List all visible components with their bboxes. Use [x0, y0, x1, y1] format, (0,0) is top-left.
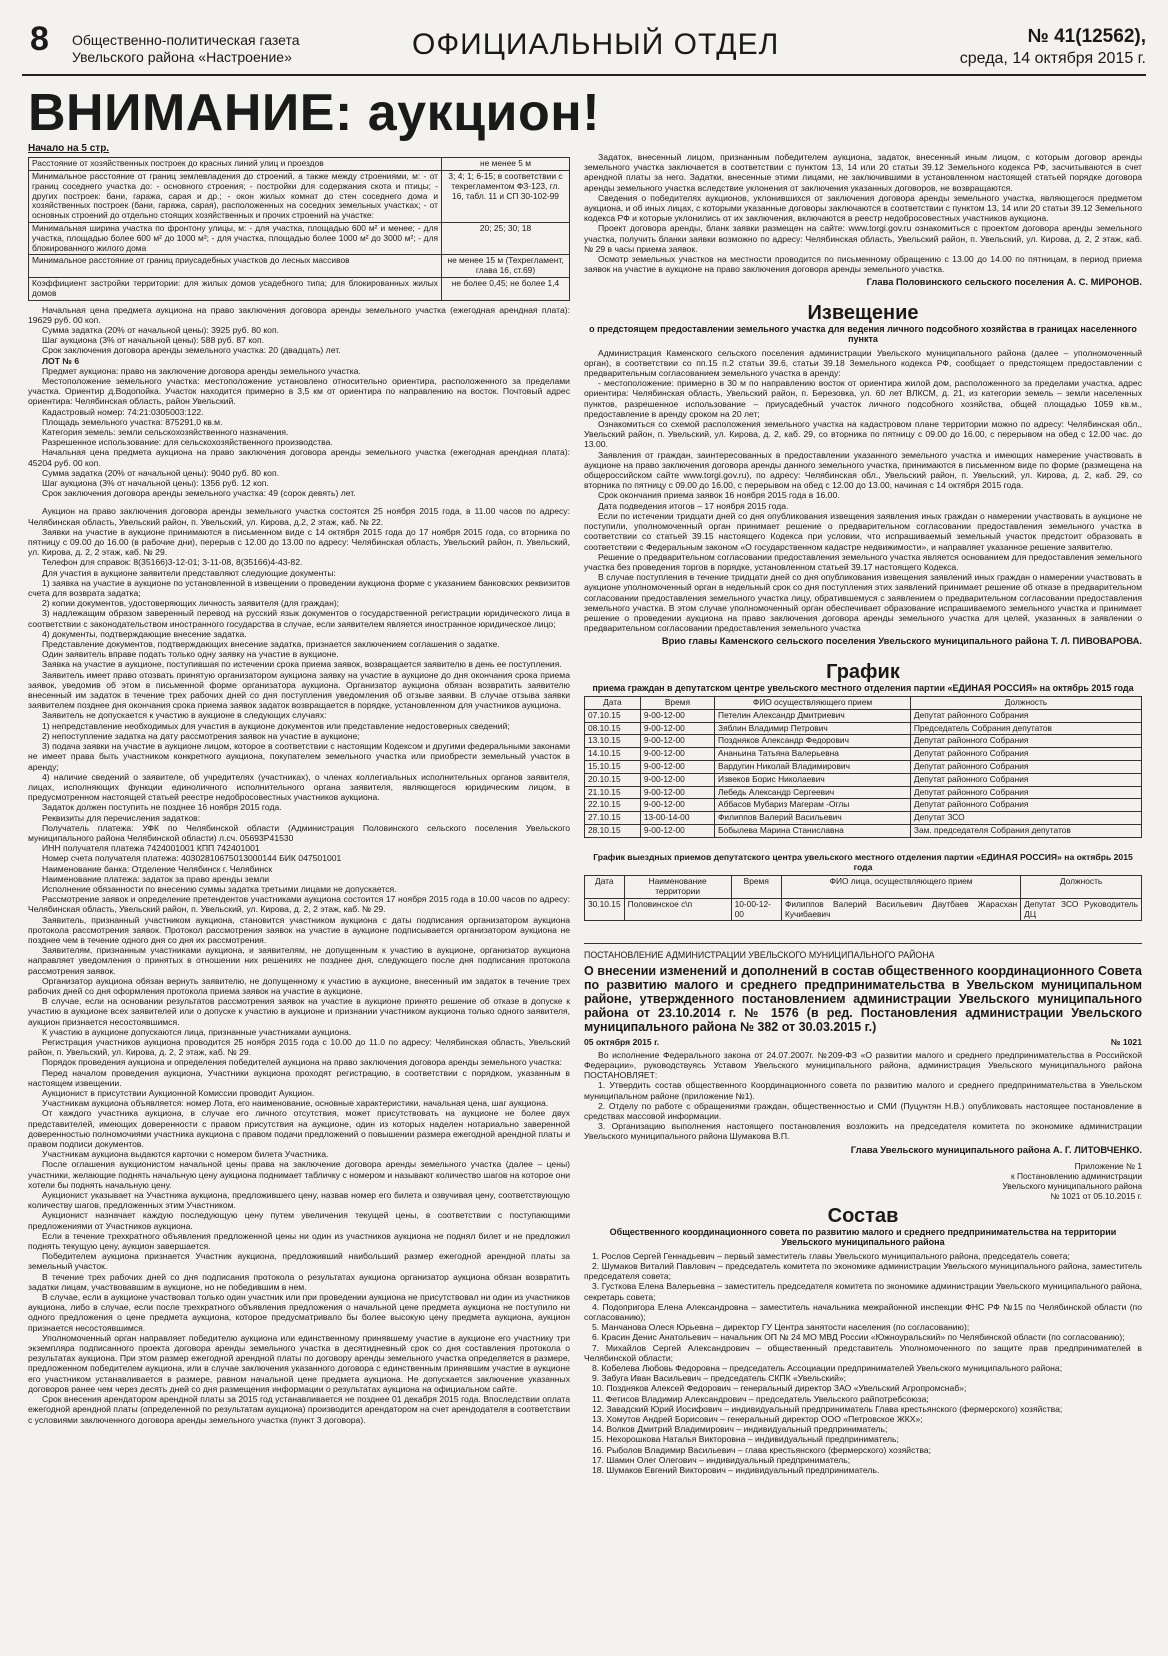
- paragraph: Реквизиты для перечисления задатков:: [42, 812, 201, 823]
- table-cell: 15.10.15: [585, 761, 641, 774]
- schedule-table: [584, 696, 1142, 838]
- list-item: 9. Забуга Иван Васильевич – председатель СКПК «Увельский»;: [592, 1373, 847, 1384]
- schedule-subtitle: приема граждан в депутатском центре увельского местного отделения партии «ЕДИНАЯ РОССИЯ» на октябрь 2015 года: [592, 682, 1134, 693]
- paragraph: Рассмотрение заявок и определение претендентов участниками аукциона состоится 17 ноября 2015 года в 10.00 часов по адресу: Челябинская область, Увельский район, п. Увельский, ул. Кирова, д. 2, 2 этаж, каб. № 29.: [28, 894, 570, 915]
- table-cell: 9-00-12-00: [640, 799, 714, 812]
- paragraph: 3. Организацию выполнения настоящего постановления возложить на председателя комитета по экономике администрации Увельского муниципального района Шумакова В.П.: [584, 1121, 1142, 1142]
- paragraph: Номер счета получателя платежа: 40302810675013000144 БИК 047501001: [42, 853, 342, 864]
- paragraph: Задаток, внесенный лицом, признанным победителем аукциона, задаток, внесенный иным лицом, с которым договор аренды земельного участка заключается в соответствии с пунктом 13, 14 или 20 статьи 39.12 Земельного кодекса РФ, засчитываются в счет арендной платы за него. Задатки, внесенные этими лицами, не заключившими в установленном настоящей статьей порядке договора аренды земельного участка вследствие уклонения от заключения указанных договоров, не возвращаются.: [584, 152, 1142, 193]
- table-cell: 27.10.15: [585, 812, 641, 825]
- visit-schedule-table: [584, 875, 1142, 921]
- paragraph: Срок заключения договора аренды земельного участка: 20 (двадцать) лет.: [42, 345, 341, 356]
- paragraph: К участию в аукционе допускаются лица, признанные участниками аукциона.: [42, 1026, 352, 1037]
- page-number: 8: [30, 20, 49, 58]
- paragraph: Получатель платежа: УФК по Челябинской области (Администрация Половинского сельского поселения Увельского муниципального района Челябинской области) л.сч. 05693Р41530: [28, 822, 570, 843]
- list-item: 5. Манчанова Олеся Юрьевна – директор ГУ Центра занятости населения (по согласованию);: [592, 1322, 970, 1333]
- table-row: [585, 748, 1142, 761]
- table-cell: Расстояние от хозяйственных построек до красных линий улиц и проездов: [29, 158, 442, 171]
- table-cell: Бобылева Марина Станиславна: [715, 825, 911, 838]
- column-header: ФИО осуществляющего прием: [715, 697, 911, 710]
- table-cell: Депутат районного Собрания: [910, 773, 1141, 786]
- paragraph: Сведения о победителях аукционов, уклонившихся от заключения договора аренды земельного участка, являющегося предметом аукциона, и об иных лицах, с которыми указанные договоры заключаются в соответствии с пунктом 13, 14 или 20 статьи 39.12 Земельного кодекса РФ и которые уклонились от их заключения, включаются в реестр недобросовестных участников аукциона.: [584, 192, 1142, 224]
- paragraph: 4) документы, подтверждающие внесение задатка.: [42, 628, 247, 639]
- paragraph: Наименование платежа: задаток за право аренды земли: [42, 873, 270, 884]
- paper-name-line2: Увельского района «Настроение»: [72, 49, 292, 65]
- table-cell: 28.10.15: [585, 825, 641, 838]
- paper-name: [72, 32, 300, 66]
- paragraph: Шаг аукциона (3% от начальной цены): 1356 руб. 12 коп.: [42, 478, 269, 489]
- paragraph: Разрешенное использование: для сельскохозяйственного производства.: [42, 437, 333, 448]
- appendix-line: Приложение № 1: [1074, 1160, 1142, 1171]
- paragraph: Аукционист указывает на Участника аукциона, предложившего цену, назвав номер его билета и озвучивая цену, соответствующую количеству шагов, предложенных этим Участником.: [28, 1190, 570, 1211]
- table-cell: 13-00-14-00: [640, 812, 714, 825]
- list-item: 15. Нехорошкова Наталья Викторовна – индивидуальный предприниматель;: [592, 1434, 899, 1445]
- table-row: [585, 761, 1142, 774]
- list-item: 11. Фетисов Владимир Александрович – председатель Увельского райпотребсоюза;: [592, 1393, 929, 1404]
- paragraph: Во исполнение Федерального закона от 24.07.2007г. №209-ФЗ «О развитии малого и среднего предпринимательства в Российской Федерации», руководствуясь Уставом Увельского муниципального района, администрация Увельского муниципального района ПОСТАНОВЛЯЕТ:: [584, 1049, 1142, 1081]
- section-title: ОФИЦИАЛЬНЫЙ ОТДЕЛ: [412, 28, 780, 61]
- resolution-label: ПОСТАНОВЛЕНИЕ АДМИНИСТРАЦИИ УВЕЛЬСКОГО МУНИЦИПАЛЬНОГО РАЙОНА: [584, 943, 1142, 960]
- resolution-date: 05 октября 2015 г.: [584, 1036, 660, 1047]
- table-row: [585, 799, 1142, 812]
- table-cell: 21.10.15: [585, 786, 641, 799]
- paragraph: Категория земель: земли сельскохозяйственного назначения.: [42, 427, 289, 437]
- list-item: 13. Хомутов Андрей Борисович – генеральный директор ООО «Петровское ЖКХ»;: [592, 1414, 923, 1425]
- paragraph: Аукцион на право заключения договора аренды земельного участка состоятся 25 ноября 2015 года, в 11.00 часов по адресу: Челябинская область, Увельский район, п. Увельский, ул. Кирова, д.2, 2 этаж, каб. № 22.: [28, 506, 570, 527]
- paragraph: Срок заключения договора аренды земельного участка: 49 (сорок девять) лет.: [42, 488, 356, 499]
- table-cell: 07.10.15: [585, 709, 641, 722]
- table-row: [585, 735, 1142, 748]
- column-header: Время: [731, 876, 781, 899]
- table-cell: Филиппов Валерий Васильевич Даутбаев Жарасхан Кучибаевич: [781, 898, 1020, 921]
- list-item: 3. Густкова Елена Валерьевна – заместитель председателя комитета по экономике администрации Увельского муниципального района, секретарь совета;: [584, 1281, 1142, 1302]
- lot-label: ЛОТ № 6: [42, 355, 80, 366]
- table-cell: Ананьина Татьяна Валерьевна: [715, 748, 911, 761]
- table-cell: не менее 15 м (Техрегламент, глава 16, ст.69): [442, 255, 570, 278]
- table-cell: 20.10.15: [585, 773, 641, 786]
- table-cell: Филиппов Валерий Васильевич: [715, 812, 911, 825]
- paragraph: В течение трех рабочих дней со дня подписания протокола о результатах аукциона организатор аукциона обязан возвратить задатки лицам, участвовавшим в аукционе, но не победившим в нем.: [28, 1271, 570, 1292]
- continued-note: Начало на 5 стр.: [28, 144, 110, 154]
- paragraph: Представление документов, подтверждающих внесение задатка, признается заключением соглашения о задатке.: [42, 639, 500, 650]
- table-cell: Депутат районного Собрания: [910, 748, 1141, 761]
- resolution-dateline: [584, 1037, 1142, 1047]
- paragraph: Участникам аукциона объявляется: номер Лота, его наименование, основные характеристики, начальная цена, шаг аукциона.: [42, 1098, 549, 1109]
- paragraph: Срок внесения арендатором арендной платы за 2015 год устанавливается не позднее 01 декабря 2015 года. Впоследствии оплата ежегодной арендной платы (определенной по результатам аукциона) производится арендатором на счет арендодателя в соответствии с условиями заключенного договора аренды земельного участка (пункт 3 договора).: [28, 1394, 570, 1425]
- paragraph: 2. Отделу по работе с обращениями граждан, общественностью и СМИ (Пуцунтян Н.В.) опубликовать настоящее постановление в средствах массовой информации.: [584, 1100, 1142, 1122]
- paragraph: 4) наличие сведений о заявителе, об учредителях (участниках), о членах коллегиальных исполнительных органов заявителя, лицах, исполняющих функции единоличного исполнительного органа заявителя, являющегося юридическим лицом, в предусмотренном настоящей статьей реестре недобросовестных участников аукциона.: [28, 771, 570, 803]
- paragraph: Аукционист в присутствии Аукционной Комиссии проводит Аукцион.: [42, 1088, 315, 1098]
- list-item: 14. Волков Дмитрий Владимирович – индивидуальный предприниматель;: [592, 1424, 888, 1435]
- table-row: [585, 825, 1142, 838]
- resolution-number: № 1021: [1110, 1036, 1142, 1047]
- composition-subtitle: Общественного координационного совета по развитию малого и среднего предпринимательства на территории Увельского муниципального района: [609, 1226, 1117, 1248]
- notice-title: Извещение: [807, 301, 919, 324]
- paragraph: После оглашения аукционистом начальной цены права на заключение договора аренды земельного участка (далее – цены) участники, желающие поднять начальную цену аукциона поднимает табличку с номером и называют количество шагов на которое они хотели бы поднять начальную цену.: [28, 1159, 570, 1190]
- paragraph: Местоположение земельного участка: местоположение установлено относительно ориентира, расположенного за пределами участка. Ориентир д.Водопойка. Участок находится примерно в 3,5 км от ориентира по направлению на восток. Почтовый адрес ориентира: Челябинская область, район Увельский.: [28, 375, 570, 407]
- table-row: [585, 786, 1142, 799]
- appendix-line: к Постановлению администрации: [1010, 1170, 1142, 1181]
- table-cell: Аббасов Мубариз Магерам -Оглы: [715, 799, 911, 812]
- paragraph: Кадастровый номер: 74:21:0305003:122.: [42, 406, 204, 417]
- paragraph: Заявитель имеет право отозвать принятую организатором аукциона заявку на участие в аукционе до дня окончания срока приема заявок, уведомив об этом в письменной форме организатора аукциона. Организатор аукциона обязан возвратить заявителю внесенный им задаток в течение трех рабочих дней со дня поступления уведомления об отзыве заявки. В случае отзыва заявки заявителем позднее дня окончания срока приема заявок задаток возвращается в порядке, установленном для участников аукциона.: [28, 669, 570, 711]
- paragraph: Ознакомиться со схемой расположения земельного участка на кадастровом плане территории можно по адресу: Челябинская обл., Увельский район, п. Увельский, ул. Кирова, д. 2, каб. 29, со вторника по пятницу с 09.00 до 16.00, с перерывом на обед с 12.00 час. до 13.00.: [584, 419, 1142, 450]
- column-header: Время: [640, 697, 714, 710]
- paragraph: Организатор аукциона обязан вернуть заявителю, не допущенному к участию в аукционе, внесенный им задаток в течение трех рабочих дней со дня оформления протокола приема заявок на участие в аукционе.: [28, 975, 570, 996]
- table-cell: Петелин Александр Дмитриевич: [715, 709, 911, 722]
- issue-number: № 41(12562),: [1027, 26, 1146, 47]
- appendix-line: № 1021 от 05.10.2015 г.: [1050, 1190, 1142, 1201]
- column-header: Дата: [585, 697, 641, 710]
- headline: ВНИМАНИЕ: аукцион!: [28, 84, 601, 142]
- table-cell: 9-00-12-00: [640, 773, 714, 786]
- paragraph: ИНН получателя платежа 7424001001 КПП 742401001: [42, 843, 260, 854]
- members-list: [584, 1251, 1142, 1475]
- paragraph: Аукционист назначает каждую последующую цену путем увеличения текущей цены, в соответствии с поступающими предложениями от Участников аукциона.: [28, 1210, 570, 1231]
- paragraph: 1) непредставление необходимых для участия в аукционе документов или представление недостоверных сведений;: [42, 720, 510, 731]
- paragraph: - местоположение: примерно в 30 м по направлению восток от ориентира жилой дом, расположенного за пределами участка, адрес ориентира: Челябинская область, Увельский район, п. Березовка, ул. 60 лет ВЛКСМ, д. 21, из категории земель – земли населенных пунктов, разрешенное использование – приусадебный участок личного подсобного хозяйства, общей площадью 1059 кв.м., предоставление в аренду сроком на 20 лет;: [584, 378, 1142, 419]
- table-cell: Депутат ЗСО Руководитель ДЦ: [1021, 898, 1142, 921]
- requirements-table: [28, 157, 570, 300]
- paragraph: Площадь земельного участка: 875291,0 кв.м.: [42, 416, 223, 427]
- table-row: [585, 722, 1142, 735]
- paragraph: От каждого участника аукциона, в случае его личного отсутствия, может присутствовать на аукционе не более двух представителей, имеющих доверенности с правом присутствия на аукционе, один из которых наделен нотариально заверенной доверенностью полномочиями участника аукциона с правом подачи предложений о повышении размера ежегодной арендной платы и правом подписи документов.: [28, 1108, 570, 1150]
- list-item: 2. Шумаков Виталий Павлович – председатель комитета по экономике администрации Увельского муниципального района, заместитель председателя совета;: [584, 1261, 1142, 1282]
- paragraph: Исполнение обязанности по внесению суммы задатка третьими лицами не допускается.: [42, 883, 397, 894]
- paragraph: Телефон для справок: 8(35166)3-12-01; 3-11-08, 8(35166)4-43-82.: [42, 557, 303, 568]
- list-item: 18. Шумаков Евгений Викторович – индивидуальный предприниматель.: [592, 1465, 880, 1476]
- table-cell: Зам. председателя Собрания депутатов: [910, 825, 1141, 838]
- list-item: 8. Кобелева Любовь Федоровна – председатель Ассоциации предпринимателей Увельского муниципального района;: [592, 1363, 1063, 1374]
- paragraph: В случае, если в аукционе участвовал только один участник или при проведении аукциона не присутствовал ни один из участников аукциона, либо в случае, если после трехкратного объявления предложения о начальной цене предмета аукциона не поступило ни одного предложения о цене предмета аукциона, которое предусматривало бы более высокую цену предмета аукциона, аукцион признается несостоявшимся.: [28, 1292, 570, 1333]
- table-cell: Минимальное расстояние от границ землевладения до строений, а также между строениями, м: - от границ соседнего участка до: - основного строения; - постройки для содержания скота и птицы; - других построек: бани, гаража, сарая и др.; - окон жилых комнат до стен соседнего дома и хозяйственных построек (бани, гаража, сарая), расположенных на соседних земельных участках; - от основных строений до отдельно стоящих хозяйственных и прочих строений на участке:: [29, 171, 442, 223]
- list-item: 1. Рослов Сергей Геннадьевич – первый заместитель главы Увельского муниципального района, председатель совета;: [592, 1250, 1070, 1261]
- paragraph: 3) надлежащим образом заверенный перевод на русский язык документов о государственной регистрации юридического лица в соответствии с законодательством иностранного государства в случае, если заявителем является иностранное юридическое лицо;: [28, 608, 570, 629]
- column-header: Дата: [585, 876, 625, 899]
- list-item: 12. Завадский Юрий Иосифович – индивидуальный предприниматель Глава крестьянского (фермерского) хозяйства;: [592, 1403, 1063, 1414]
- table-row: [585, 709, 1142, 722]
- table-row: [29, 171, 570, 223]
- table-cell: 9-00-12-00: [640, 761, 714, 774]
- issue-date: среда, 14 октября 2015 г.: [959, 50, 1146, 67]
- column-header: ФИО лица, осуществляющего прием: [781, 876, 1020, 899]
- list-item: 4. Подопригора Елена Александровна – заместитель начальника межрайонной инспекции ФНС РФ №15 по Челябинской области (по согласованию);: [584, 1301, 1142, 1323]
- paragraph: Начальная цена предмета аукциона на право заключения договора аренды земельного участка (ежегодная арендная плата): 45204 руб. 00 коп.: [28, 447, 570, 468]
- table-cell: 9-00-12-00: [640, 709, 714, 722]
- table-cell: не более 0,45; не более 1,4: [442, 277, 570, 300]
- signature-litovchenko: Глава Увельского муниципального района А. Г. ЛИТОВЧЕНКО.: [850, 1143, 1142, 1155]
- paragraph: Срок окончания приема заявок 16 ноября 2015 года в 16.00.: [598, 490, 840, 501]
- appendix-note: [584, 1161, 1142, 1201]
- table-cell: 13.10.15: [585, 735, 641, 748]
- paragraph: Участникам аукциона выдаются карточки с номером билета Участника.: [42, 1149, 329, 1160]
- paragraph: В случае, если на основании результатов рассмотрения заявок на участие в аукционе принято решение об отказе в допуске к участию в аукционе всех заявителей или о допуске к участию в аукционе и признании участником аукциона только одного заявителя, аукцион признается несостоявшимся.: [28, 996, 570, 1027]
- schedule-title: График: [826, 660, 900, 683]
- table-cell: Депутат ЗСО: [910, 812, 1141, 825]
- paragraph: Сумма задатка (20% от начальной цены): 9040 руб. 80 коп.: [42, 467, 279, 478]
- composition-title: Состав: [827, 1204, 899, 1227]
- paragraph: Проект договора аренды, бланк заявки размещен на сайте: www.torgi.gov.ru ознакомиться с проектом договора аренды земельного участка, получить бланки заявки возможно по адресу: Челябинская область, Увельский район, п. Увельский, ул. Кирова, д. 2, 2 этаж, каб. № 29 в часы приема заявок.: [584, 223, 1142, 254]
- table-cell: 9-00-12-00: [640, 748, 714, 761]
- table-cell: Минимальное расстояние от границ приусадебных участков до лесных массивов: [29, 255, 442, 278]
- paragraph: В случае поступления в течение тридцати дней со дня опубликования извещения заявлений иных граждан о намерении участвовать в аукционе уполномоченный орган в недельный срок со дня поступления этих заявлений принимает решение об отказе в предварительном согласовании предоставления земельного участка лицу, обратившемуся с заявлением о предварительном согласовании предоставления земельного участка. В этом случае уполномоченный орган обеспечивает образование испрашиваемого земельного участка и принимает решение о проведении аукциона на право заключения договора аренды земельного участка для целей, указанных в заявлении о предварительном согласовании предоставления земельного участка: [584, 572, 1142, 634]
- paragraph: Сумма задатка (20% от начальной цены): 3925 руб. 80 коп.: [42, 324, 279, 335]
- table-row: [29, 277, 570, 300]
- table-cell: Зяблин Владимир Петрович: [715, 722, 911, 735]
- paragraph: 2) непоступление задатка на дату рассмотрения заявок на участие в аукционе;: [42, 730, 360, 741]
- table-cell: 9-00-12-00: [640, 825, 714, 838]
- paragraph: Если по истечении тридцати дней со дня опубликования извещения заявления иных граждан о намерении участвовать в аукционе не поступили, уполномоченный орган принимает решение о предварительном согласовании предоставления земельного участка в соответствии со статьей 39.15 настоящего Кодекса при условии, что испрашиваемый земельный участок предстоит образовать в соответствии с Федеральным законом «О государственном кадастре недвижимости», и направляет указанное решение заявителю.: [584, 510, 1142, 552]
- list-item: 6. Красин Денис Анатольевич – начальник ОП № 24 МО МВД России «Южноуральский» по Челябинской области (по согласованию);: [592, 1332, 1125, 1343]
- table-cell: 08.10.15: [585, 722, 641, 735]
- paragraph: Порядок проведения аукциона и определения победителей аукциона на право заключения договора аренды земельного участка:: [42, 1057, 562, 1068]
- table-cell: Депутат районного Собрания: [910, 735, 1141, 748]
- table-cell: Минимальная ширина участка по фронтону улицы, м: - для участка, площадью 600 м² и менее; - для участка, площадью более 600 м² до 1000 м²; - для участка, площадью более 1000 м² до 3000 м²; - для блокированного жилого дома: [29, 222, 442, 254]
- table-row: [585, 773, 1142, 786]
- table-row: [29, 255, 570, 278]
- signature-mironov: Глава Половинского сельского поселения А. С. МИРОНОВ.: [866, 276, 1142, 288]
- table-cell: Лебедь Александр Сергеевич: [715, 786, 911, 799]
- paragraph: 2) копии документов, удостоверяющих личность заявителя (для граждан);: [42, 598, 340, 609]
- paragraph: 3) подача заявки на участие в аукционе лицом, которое в соответствии с настоящим Кодексом и другими федеральными законами не имеет права быть участником конкретного аукциона, покупателем земельного участка или приобрести земельный участок в аренду;: [28, 741, 570, 772]
- list-item: 16. Рыболов Владимир Васильевич – глава крестьянского (фермерского) хозяйства;: [592, 1444, 931, 1455]
- resolution-title: О внесении изменений и дополнений в состав общественного координационного Совета по развитию малого и среднего предпринимательства в Увельском муниципальном районе, утвержденного постановлением администрации Увельского муниципального района от 23.10.2014 г. № 1576 (в ред. Постановления администрации Увельского муниципального района № 382 от 30.03.2015 г.): [584, 963, 1142, 1034]
- paragraph: Для участия в аукционе заявители представляют следующие документы:: [42, 567, 336, 578]
- table-cell: Поздняков Александр Федорович: [715, 735, 911, 748]
- paragraph: Уполномоченный орган направляет победителю аукциона или единственному принявшему участие в аукционе его участнику три экземпляра подписанного проекта договора аренды земельного участка в десятидневный срок со дня составления протокола о результатах аукциона. При этом размер ежегодной арендной платы по договору аренды земельного участка определяется в размере, предложенном победителем аукциона, или в случае заключения указанного договора с единственным принявшим участие в аукционе его участником устанавливается в размере, равном начальной цене предмета аукциона. Не допускается заключение указанных договоров ранее чем через десять дней со дня размещения информации о результатах аукциона на официальном сайте.: [28, 1332, 570, 1394]
- paragraph: Заявителям, признанным участниками аукциона, и заявителям, не допущенным к участию в аукционе, организатор аукциона направляет уведомления о принятых в отношении них решениях не позднее дня, следующего после дня подписания протокола рассмотрения заявок.: [28, 945, 570, 976]
- left-column: [28, 144, 570, 1640]
- paragraph: Предмет аукциона: право на заключение договора аренды земельного участка.: [42, 365, 361, 376]
- table-cell: 10-00-12-00: [731, 898, 781, 921]
- paragraph: Заявления от граждан, заинтересованных в предоставлении указанного земельного участка и имеющих намерение участвовать в аукционе на право заключения договора аренды данного земельного участка, принимаются в письменном виде по форме (размещена на общероссийском сайте www.torgi.gov.ru), по адресу: Челябинская обл., Увельский район, п. Увельский, ул. Кирова, д. 2, каб. 29, со вторника по пятницу с 09.00 до 16.00, с перерывом на обед с 12.00 до 13.00, начиная с 14 октября 2015 года.: [584, 449, 1142, 491]
- paragraph: Шаг аукциона (3% от начальной цены): 588 руб. 87 коп.: [42, 335, 265, 346]
- table-cell: Депутат районного Собрания: [910, 709, 1141, 722]
- paragraph: Начальная цена предмета аукциона на право заключения договора аренды земельного участка (ежегодная арендная плата): 19629 руб. 00 коп.: [28, 304, 570, 325]
- masthead: [22, 18, 1146, 76]
- paragraph: Дата подведения итогов – 17 ноября 2015 года.: [598, 500, 789, 511]
- table-cell: Вардугин Николай Владимирович: [715, 761, 911, 774]
- paragraph: Решение о предварительном согласовании предоставления земельного участка является основанием для предоставления земельного участка без проведения торгов в порядке, установленном статьей 39.17 настоящего Кодекса.: [584, 551, 1142, 572]
- paragraph: Заявка на участие в аукционе, поступившая по истечении срока приема заявок, возвращается заявителю в день ее поступления.: [42, 659, 562, 670]
- list-item: 17. Шамин Олег Олегович – индивидуальный предприниматель;: [592, 1454, 851, 1465]
- table-cell: 30.10.15: [585, 898, 625, 921]
- table-cell: 9-00-12-00: [640, 786, 714, 799]
- list-item: 7. Михайлов Сергей Александрович – общественный представитель Уполномоченного по защите прав предпринимателей в Челябинской области;: [584, 1342, 1142, 1363]
- lot-heading: [28, 356, 570, 366]
- list-item: 10. Поздняков Алексей Федорович – генеральный директор ЗАО «Увельский Агропромснаб»;: [592, 1383, 967, 1394]
- notice-subtitle: о предстоящем предоставлении земельного участка для ведения личного подсобного хозяйства в границах населенного пункта: [589, 323, 1137, 345]
- table-cell: Коэффициент застройки территории: для жилых домов усадебного типа; для блокированных жилых домов: [29, 277, 442, 300]
- table-cell: Депутат районного Собрания: [910, 799, 1141, 812]
- table-cell: 9-00-12-00: [640, 735, 714, 748]
- table-row: [585, 898, 1142, 921]
- visit-schedule-title: График выездных приемов депутатского центра увельского местного отделения партии «ЕДИНАЯ РОССИЯ» на октябрь 2015 года: [593, 851, 1133, 872]
- paragraph: 1) заявка на участие в аукционе по установленной в извещении о проведении аукциона форме с указанием банковских реквизитов счета для возврата задатка;: [28, 577, 570, 599]
- paragraph: 1. Утвердить состав общественного Координационного совета по развитию малого и среднего предпринимательства в Увельском муниципальном районе (приложение №1).: [584, 1080, 1142, 1101]
- paragraph: Наименование банка: Отделение Челябинск г. Челябинск: [42, 863, 273, 874]
- table-cell: Депутат районного Собрания: [910, 761, 1141, 774]
- paragraph: Победителем аукциона признается Участник аукциона, предложивший наибольший размер ежегодной арендной платы за земельный участок.: [28, 1251, 570, 1272]
- table-cell: 14.10.15: [585, 748, 641, 761]
- paragraph: Администрация Каменского сельского поселения администрации Увельского муниципального района (далее – уполномоченный орган), в соответствии со пп.15 п.2 статьи 39.6, статьи 39.18 Земельного кодекса РФ, сообщает о предстоящем предоставлении с предварительным согласованием земельного участка в аренду:: [584, 347, 1142, 379]
- table-cell: Половинское с\п: [624, 898, 731, 921]
- table-cell: Извеков Борис Николаевич: [715, 773, 911, 786]
- newspaper-page: [22, 18, 1146, 1643]
- table-cell: Депутат районного Собрания: [910, 786, 1141, 799]
- paper-name-line1: Общественно-политическая газета: [72, 32, 300, 48]
- paragraph: Задаток должен поступить не позднее 16 ноября 2015 года.: [42, 802, 282, 813]
- paragraph: Заявитель, признанный участником аукциона, становится участником аукциона с даты подписания организатором аукциона протокола рассмотрения заявок. Протокол рассмотрения заявок на участие в аукционе подписывается организатором аукциона не позднее чем в течение одного дня со дня их рассмотрения.: [28, 914, 570, 945]
- column-header: Должность: [910, 697, 1141, 710]
- column-header: Должность: [1021, 876, 1142, 899]
- table-cell: 20; 25; 30; 18: [442, 222, 570, 254]
- table-row: [29, 158, 570, 171]
- table-cell: не менее 5 м: [442, 158, 570, 171]
- paragraph: Регистрация участников аукциона проводится 25 ноября 2015 года с 10.00 до 11.0 по адресу: Челябинская область, Увельский район, п. Увельский, ул. Кирова, д. 2, 2 этаж, каб. № 29.: [28, 1036, 570, 1058]
- paragraph: Осмотр земельных участков на местности проводится по письменному обращению с 13.00 до 14.00 по пятницам, в период приема заявок на участие в аукционе на право заключения договора аренды земельного участка.: [584, 254, 1142, 275]
- paragraph: Если в течение трехкратного объявления предложенной цены ни один из участников аукциона не поднял билет и не предложил поднять текущую цену, аукцион завершается.: [28, 1230, 570, 1252]
- table-row: [585, 812, 1142, 825]
- paragraph: Заявки на участие в аукционе принимаются в письменном виде с 14 октября 2015 года до 17 ноября 2015 года, со вторника по пятницу с 09.00 до 16.00 (в рабочие дни), перерыв с 12.00 до 13.00 по адресу: Челябинская область, Увельский район, п. Увельский, ул. Кирова, д. 2, 2 этаж, каб. № 29.: [28, 526, 570, 558]
- paragraph: Заявитель не допускается к участию в аукционе в следующих случаях:: [42, 710, 327, 721]
- table-cell: 3; 4; 1; 6-15; в соответствии с техрегламентом ФЗ-123, гл. 16, табл. 11 и СП 30-102-99: [442, 171, 570, 223]
- table-cell: Председатель Собрания депутатов: [910, 722, 1141, 735]
- appendix-line: Увельского муниципального района: [1002, 1180, 1142, 1191]
- paragraph: Перед началом проведения аукциона, Участники аукциона проходят регистрацию, в соответствии с порядком, указанным в настоящем извещении.: [28, 1067, 570, 1088]
- paragraph: Один заявитель вправе подать только одну заявку на участие в аукционе.: [42, 649, 339, 660]
- right-column: [584, 152, 1142, 1640]
- table-cell: 22.10.15: [585, 799, 641, 812]
- signature-pivovarova: Врио главы Каменского сельского поселения Увельского муниципального района Т. Л. ПИВОВАРОВА.: [661, 635, 1142, 647]
- column-header: Наименование территории: [624, 876, 731, 899]
- table-row: [29, 222, 570, 254]
- table-cell: 9-00-12-00: [640, 722, 714, 735]
